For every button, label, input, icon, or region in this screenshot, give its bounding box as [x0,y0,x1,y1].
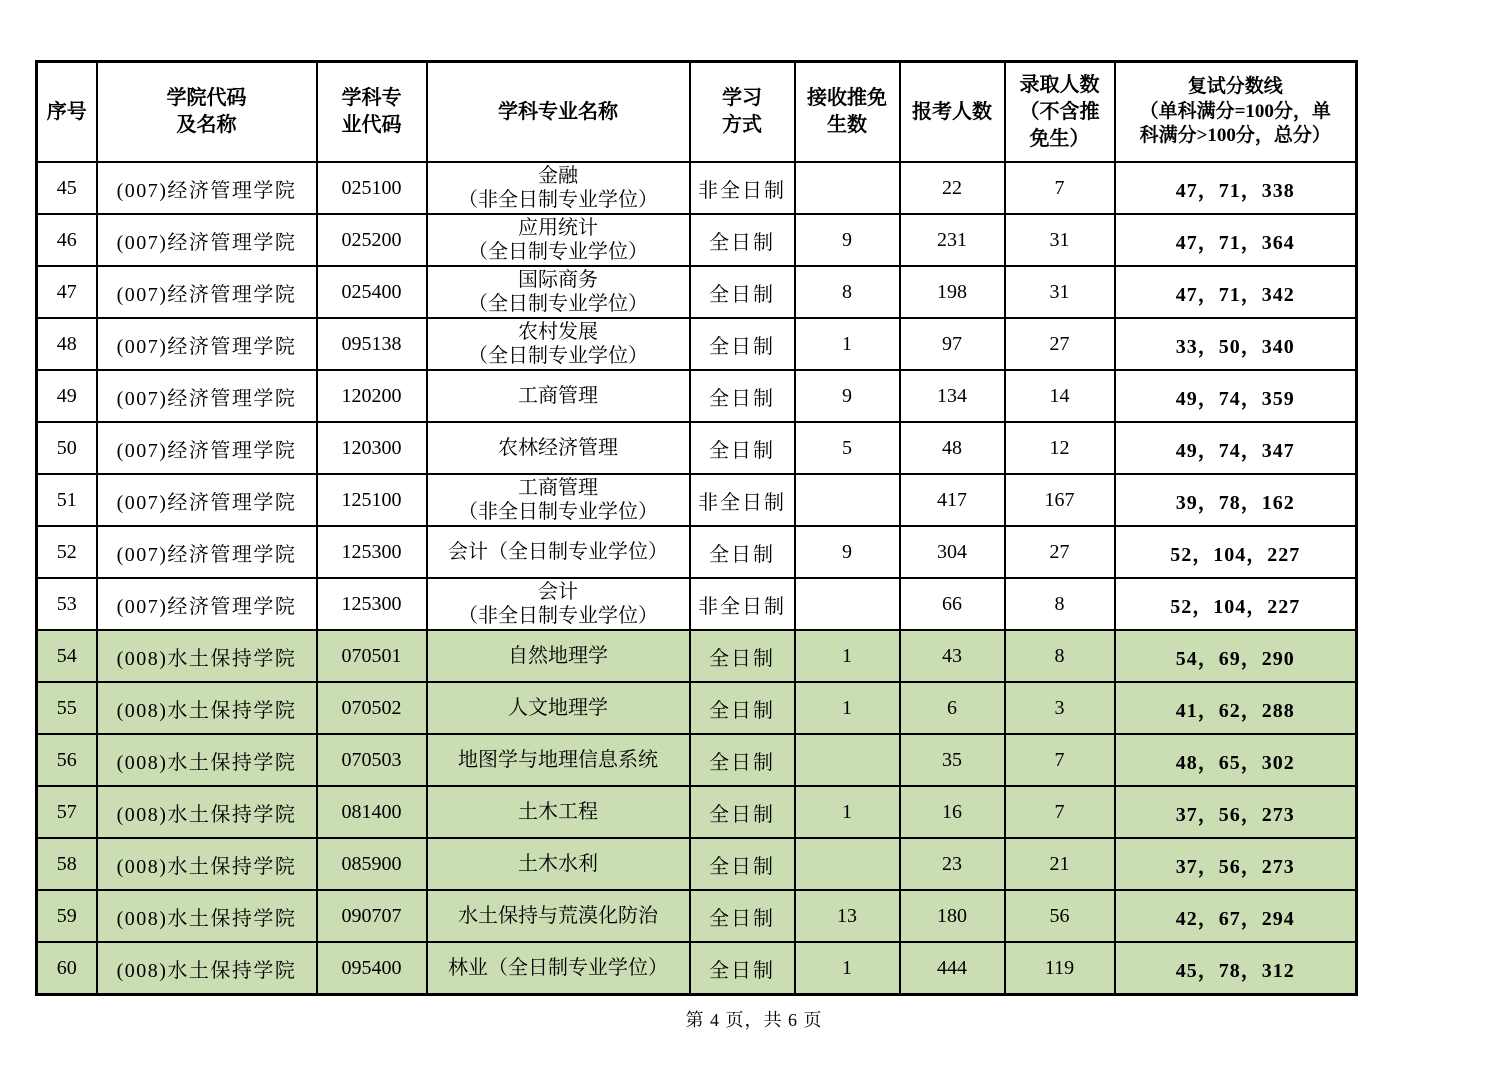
header-text: 生数 [827,114,867,136]
major-name-line: （非全日制专业学位） [458,605,658,627]
table-header [37,62,1357,163]
major-name-line: 金融 [538,165,578,187]
cell-applicants: 180 [900,890,1005,942]
major-name-line: （非全日制专业学位） [458,501,658,523]
cell-exempt-count [795,838,900,890]
cell-index: 58 [37,838,97,890]
cell-score-line: 41，62，288 [1115,682,1357,734]
cell-admitted: 27 [1005,526,1115,578]
table-row [37,890,1357,942]
page-indicator: 第 4 页，共 6 页 [685,1010,823,1030]
cell-major-name [427,214,690,266]
cell-index: 60 [37,942,97,995]
col-header-score-line [1115,62,1357,163]
cell-exempt-count: 9 [795,370,900,422]
major-name-line: 土木工程 [518,801,598,823]
cell-exempt-count [795,474,900,526]
col-header-applicants [900,62,1005,163]
cell-exempt-count: 1 [795,318,900,370]
cell-study-mode: 全日制 [690,890,795,942]
cell-applicants: 35 [900,734,1005,786]
header-text: 及名称 [176,114,237,136]
cell-applicants: 16 [900,786,1005,838]
cell-major-name [427,474,690,526]
cell-admitted: 14 [1005,370,1115,422]
header-text: 学科专 [341,87,402,109]
cell-admitted: 119 [1005,942,1115,995]
table-row [37,734,1357,786]
cell-study-mode: 非全日制 [690,474,795,526]
header-text: 免生） [1029,127,1090,150]
cell-applicants: 48 [900,422,1005,474]
header-text: 学习 [722,87,762,109]
cell-college: (008)水土保持学院 [97,942,317,995]
col-header-college [97,62,317,163]
col-header-major-name [427,62,690,163]
cell-index: 52 [37,526,97,578]
cell-exempt-count [795,162,900,214]
cell-study-mode: 全日制 [690,526,795,578]
table-row [37,370,1357,422]
cell-major-code: 090707 [317,890,427,942]
table-body [37,162,1357,995]
cell-score-line: 37，56，273 [1115,838,1357,890]
col-header-index [37,62,97,163]
cell-college: (007)经济管理学院 [97,370,317,422]
cell-major-name [427,266,690,318]
header-text: （不含推 [1019,100,1100,123]
major-name-line: （全日制专业学位） [468,241,648,263]
table-row [37,838,1357,890]
cell-index: 53 [37,578,97,630]
cell-college: (007)经济管理学院 [97,214,317,266]
header-text: 序号 [46,100,87,123]
major-name-line: 工商管理 [518,385,598,407]
cell-exempt-count: 8 [795,266,900,318]
col-header-admitted [1005,62,1115,163]
cell-major-code: 025100 [317,162,427,214]
cell-index: 54 [37,630,97,682]
cell-admitted: 8 [1005,630,1115,682]
admission-scores-table [35,60,1358,996]
header-text: 接收推免 [807,87,887,109]
table-row [37,318,1357,370]
major-name-line: 工商管理 [518,477,598,499]
cell-major-code: 025400 [317,266,427,318]
cell-index: 56 [37,734,97,786]
cell-exempt-count: 1 [795,942,900,995]
cell-major-name [427,890,690,942]
cell-index: 46 [37,214,97,266]
cell-index: 45 [37,162,97,214]
cell-admitted: 7 [1005,734,1115,786]
major-name-line: 土木水利 [518,853,598,875]
cell-major-code: 125300 [317,526,427,578]
cell-applicants: 97 [900,318,1005,370]
table-row [37,630,1357,682]
major-name-line: 人文地理学 [508,697,608,719]
cell-major-name [427,578,690,630]
major-name-line: 农林经济管理 [498,437,618,459]
header-text: 科满分>100分，总分） [1139,125,1331,147]
cell-major-code: 070501 [317,630,427,682]
table-row [37,162,1357,214]
cell-college: (007)经济管理学院 [97,578,317,630]
header-text: 业代码 [341,114,402,136]
cell-major-code: 095138 [317,318,427,370]
cell-admitted: 21 [1005,838,1115,890]
cell-college: (008)水土保持学院 [97,786,317,838]
cell-admitted: 167 [1005,474,1115,526]
cell-index: 57 [37,786,97,838]
cell-score-line: 33，50，340 [1115,318,1357,370]
cell-major-code: 095400 [317,942,427,995]
cell-major-name [427,162,690,214]
table-row [37,422,1357,474]
cell-score-line: 48，65，302 [1115,734,1357,786]
cell-index: 47 [37,266,97,318]
col-header-exempt-count [795,62,900,163]
header-text: 报考人数 [912,100,992,123]
cell-index: 48 [37,318,97,370]
cell-study-mode: 全日制 [690,786,795,838]
major-name-line: 水土保持与荒漠化防治 [458,905,658,927]
cell-score-line: 37，56，273 [1115,786,1357,838]
cell-applicants: 444 [900,942,1005,995]
cell-study-mode: 全日制 [690,318,795,370]
cell-applicants: 23 [900,838,1005,890]
cell-score-line: 47，71，364 [1115,214,1357,266]
cell-admitted: 3 [1005,682,1115,734]
col-header-study-mode [690,62,795,163]
cell-major-name [427,422,690,474]
table-row [37,786,1357,838]
cell-applicants: 304 [900,526,1005,578]
cell-study-mode: 全日制 [690,370,795,422]
cell-major-code: 070502 [317,682,427,734]
cell-applicants: 43 [900,630,1005,682]
cell-major-code: 025200 [317,214,427,266]
header-row [37,62,1357,163]
cell-admitted: 7 [1005,162,1115,214]
cell-major-code: 085900 [317,838,427,890]
cell-study-mode: 全日制 [690,942,795,995]
cell-admitted: 31 [1005,266,1115,318]
cell-exempt-count: 9 [795,526,900,578]
cell-applicants: 6 [900,682,1005,734]
cell-major-name [427,838,690,890]
major-name-line: （非全日制专业学位） [458,189,658,211]
cell-college: (007)经济管理学院 [97,422,317,474]
major-name-line: 林业（全日制专业学位） [448,957,668,979]
major-name-line: 国际商务 [518,269,598,291]
cell-college: (008)水土保持学院 [97,838,317,890]
cell-exempt-count: 5 [795,422,900,474]
cell-admitted: 12 [1005,422,1115,474]
cell-score-line: 52，104，227 [1115,578,1357,630]
cell-index: 50 [37,422,97,474]
header-text: 复试分数线 [1187,75,1283,97]
cell-college: (007)经济管理学院 [97,526,317,578]
major-name-line: （全日制专业学位） [468,293,648,315]
cell-college: (007)经济管理学院 [97,474,317,526]
cell-college: (007)经济管理学院 [97,318,317,370]
cell-exempt-count [795,734,900,786]
major-name-line: 农村发展 [518,321,598,343]
cell-score-line: 47，71，338 [1115,162,1357,214]
header-text: 方式 [722,114,762,136]
cell-study-mode: 非全日制 [690,162,795,214]
cell-major-code: 125100 [317,474,427,526]
cell-major-code: 070503 [317,734,427,786]
header-text: （单科满分=100分，单 [1139,100,1331,122]
cell-score-line: 54，69，290 [1115,630,1357,682]
cell-applicants: 22 [900,162,1005,214]
cell-college: (008)水土保持学院 [97,890,317,942]
table-row [37,942,1357,995]
cell-major-name [427,526,690,578]
cell-admitted: 56 [1005,890,1115,942]
cell-score-line: 49，74，347 [1115,422,1357,474]
cell-admitted: 7 [1005,786,1115,838]
major-name-line: 自然地理学 [508,645,608,667]
cell-exempt-count [795,578,900,630]
cell-exempt-count: 1 [795,630,900,682]
cell-score-line: 52，104，227 [1115,526,1357,578]
cell-college: (007)经济管理学院 [97,266,317,318]
cell-major-code: 120200 [317,370,427,422]
cell-study-mode: 全日制 [690,734,795,786]
cell-score-line: 47，71，342 [1115,266,1357,318]
cell-study-mode: 全日制 [690,838,795,890]
major-name-line: 会计 [538,581,578,603]
table-row [37,474,1357,526]
cell-college: (008)水土保持学院 [97,734,317,786]
table-row [37,526,1357,578]
cell-admitted: 31 [1005,214,1115,266]
cell-index: 49 [37,370,97,422]
cell-applicants: 198 [900,266,1005,318]
cell-college: (008)水土保持学院 [97,682,317,734]
header-text: 录取人数 [1019,73,1100,96]
cell-college: (007)经济管理学院 [97,162,317,214]
cell-study-mode: 非全日制 [690,578,795,630]
major-name-line: （全日制专业学位） [468,345,648,367]
cell-major-name [427,942,690,995]
cell-major-code: 081400 [317,786,427,838]
major-name-line: 应用统计 [518,217,598,239]
cell-study-mode: 全日制 [690,682,795,734]
cell-major-name [427,370,690,422]
cell-exempt-count: 13 [795,890,900,942]
cell-score-line: 49，74，359 [1115,370,1357,422]
cell-major-name [427,630,690,682]
major-name-line: 地图学与地理信息系统 [458,749,658,771]
cell-index: 55 [37,682,97,734]
cell-applicants: 134 [900,370,1005,422]
cell-major-code: 120300 [317,422,427,474]
cell-exempt-count: 1 [795,682,900,734]
cell-major-code: 125300 [317,578,427,630]
cell-study-mode: 全日制 [690,422,795,474]
cell-exempt-count: 9 [795,214,900,266]
cell-major-name [427,734,690,786]
cell-applicants: 417 [900,474,1005,526]
cell-major-name [427,682,690,734]
cell-applicants: 231 [900,214,1005,266]
cell-applicants: 66 [900,578,1005,630]
cell-study-mode: 全日制 [690,214,795,266]
table-row [37,214,1357,266]
cell-score-line: 39，78，162 [1115,474,1357,526]
cell-index: 59 [37,890,97,942]
cell-study-mode: 全日制 [690,266,795,318]
header-text: 学科专业名称 [498,100,618,123]
cell-exempt-count: 1 [795,786,900,838]
cell-admitted: 27 [1005,318,1115,370]
table-row [37,682,1357,734]
major-name-line: 会计（全日制专业学位） [448,541,668,563]
cell-admitted: 8 [1005,578,1115,630]
cell-study-mode: 全日制 [690,630,795,682]
cell-major-name [427,786,690,838]
cell-score-line: 45，78，312 [1115,942,1357,995]
table-row [37,266,1357,318]
cell-index: 51 [37,474,97,526]
cell-score-line: 42，67，294 [1115,890,1357,942]
col-header-major-code [317,62,427,163]
header-text: 学院代码 [166,87,247,109]
table-row [37,578,1357,630]
cell-major-name [427,318,690,370]
cell-college: (008)水土保持学院 [97,630,317,682]
